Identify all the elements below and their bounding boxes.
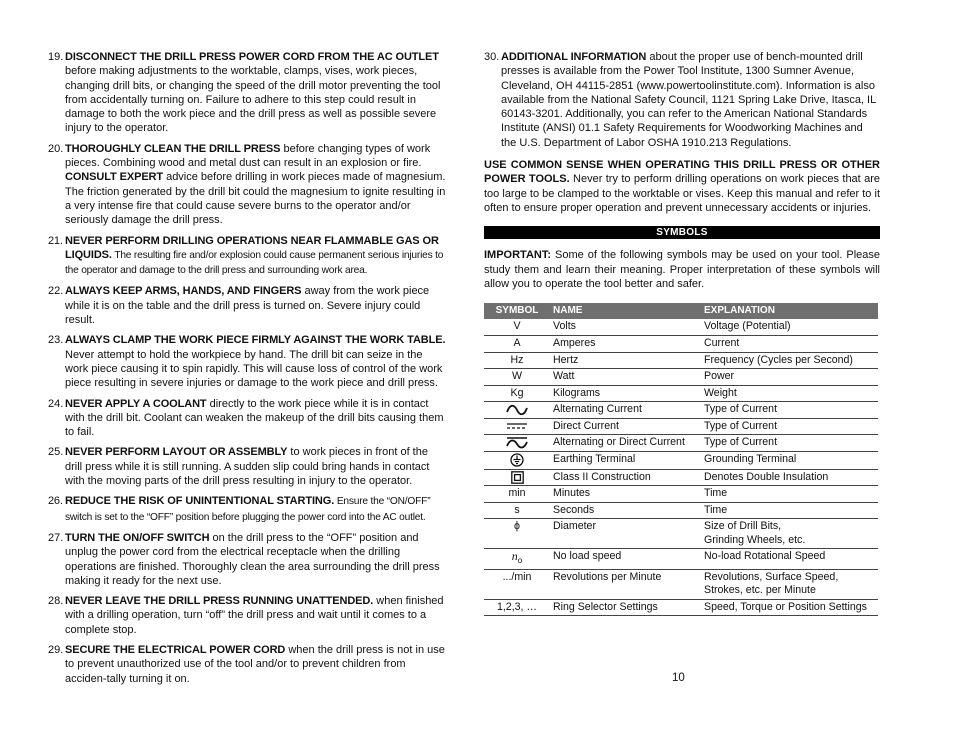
column-header-symbol: SYMBOL: [484, 303, 550, 319]
item-text: directly to the work piece while it is in contact with the drill bit. Coolant can weaken the makeup of the drill bits causing them to fail.: [65, 397, 444, 439]
safety-item-27: [48, 531, 448, 588]
name-cell: No load speed: [550, 549, 701, 570]
table-row: [484, 452, 878, 469]
explanation-cell: Type of Current: [701, 435, 878, 452]
explanation-cell: Type of Current: [701, 402, 878, 419]
table-row: [484, 569, 878, 599]
explanation-line: Grinding Wheels, etc.: [704, 533, 806, 546]
item-heading: NEVER PERFORM DRILLING OPERATIONS NEAR FLAMMABLE GAS OR LIQUIDS.: [65, 234, 439, 261]
item-number: 27.: [48, 531, 64, 544]
item-number: 20.: [48, 142, 64, 155]
table-row: [484, 519, 878, 549]
table-row: [484, 549, 878, 570]
safety-item-23: [48, 333, 448, 390]
explanation-cell: Denotes Double Insulation: [701, 469, 878, 486]
explanation-cell: Current: [701, 336, 878, 353]
explanation-line: Strokes, etc. per Minute: [704, 584, 816, 597]
explanation-cell: Speed, Torque or Position Settings: [701, 599, 878, 616]
item-heading: ADDITIONAL INFORMATION: [501, 51, 647, 63]
item-text: advice before drilling in work pieces made of magnesium. The friction generated by the drill bit could the magnesium to ignite resulting in a very intense fire that could cause severe burns to the operator and/or seriously damage the drill press.: [65, 171, 446, 227]
explanation-cell: Frequency (Cycles per Second): [701, 352, 878, 369]
name-cell: Alternating or Direct Current: [550, 435, 701, 452]
table-row: [484, 385, 878, 402]
item-text: on the drill press to the “OFF” position and unplug the power cord from the electrical receptacle when the drilling operations are finished. Thoroughly clean the area surrounding the drill press making it ready for the next use.: [65, 531, 440, 587]
safety-item-20: [48, 142, 448, 228]
symbol-cell: W: [484, 369, 550, 386]
symbol-cell: A: [484, 336, 550, 353]
symbol-cell: [484, 469, 550, 486]
ac-dc-icon: [506, 436, 528, 449]
table-header-row: [484, 303, 878, 319]
table-row: [484, 402, 878, 419]
name-cell: Amperes: [550, 336, 701, 353]
name-cell: Direct Current: [550, 418, 701, 435]
symbol-subscript: o: [517, 556, 523, 566]
item-heading: REDUCE THE RISK OF UNINTENTIONAL STARTING.: [65, 495, 335, 508]
item-number: 19.: [48, 51, 64, 63]
item-number: 22.: [48, 285, 64, 298]
explanation-cell: Voltage (Potential): [701, 319, 878, 336]
item-text: to work pieces in front of the drill press while it is still running. A sudden slip could bring hands in contact with the moving parts of the drill press resulting in injury to the operator.: [65, 446, 430, 488]
table-row: [484, 336, 878, 353]
paragraph-heading: USE COMMON SENSE WHEN OPERATING THIS DRILL PRESS OR OTHER POWER TOOLS.: [484, 159, 880, 186]
paragraph-text: Some of the following symbols may be used on your tool. Please study them and learn their meaning. Proper interpretation of these symbols will allow you to operate the tool better and safer.: [484, 249, 880, 290]
item-text: when the drill press is not in use to prevent unauthorized use of the tool and/or to prevent children from acciden-tally turning it on.: [65, 643, 445, 685]
item-text: before making adjustments to the worktable, clamps, vises, work pieces, changing drill bits, or changing the speed of the drill motor preventing the tool from accidentally turning on. Failure to adhere to this step could result in damage to both the work piece and the drill press as well as possible severe injury to the operator.: [65, 65, 441, 135]
symbol-cell: [484, 452, 550, 469]
item-text: before changing types of work pieces. Combining wood and metal dust can result in an explosion or fire.: [65, 142, 431, 170]
class-ii-construction-icon: [511, 471, 524, 484]
name-cell: Ring Selector Settings: [550, 599, 701, 616]
explanation-cell: No-load Rotational Speed: [701, 549, 878, 570]
item-heading: SECURE THE ELECTRICAL POWER CORD: [65, 643, 286, 656]
symbol-main: n: [511, 549, 518, 564]
item-text: when finished with a drilling operation, turn “off” the drill press and wait until it comes to a complete stop.: [65, 595, 444, 636]
symbol-cell: .../min: [484, 569, 550, 599]
item-heading: TURN THE ON/OFF SWITCH: [65, 531, 210, 544]
safety-item-28: [48, 594, 448, 637]
item-heading: ALWAYS KEEP ARMS, HANDS, AND FINGERS: [65, 285, 302, 298]
explanation-line: Size of Drill Bits,: [704, 520, 782, 533]
column-header-name: NAME: [550, 303, 701, 319]
earthing-terminal-icon: [510, 453, 524, 467]
safety-item-26: [48, 494, 448, 525]
item-heading: NEVER PERFORM LAYOUT OR ASSEMBLY: [65, 446, 288, 459]
table-row: [484, 486, 878, 503]
safety-item-21: [48, 234, 448, 279]
table-row: [484, 502, 878, 519]
symbol-cell: [484, 435, 550, 452]
item-heading-secondary: CONSULT EXPERT: [65, 171, 164, 184]
item-heading: ALWAYS CLAMP THE WORK PIECE FIRMLY AGAINST THE WORK TABLE.: [65, 334, 446, 347]
direct-current-icon: [506, 421, 528, 431]
name-cell: Earthing Terminal: [550, 452, 701, 469]
table-row: [484, 435, 878, 452]
table-row: [484, 599, 878, 616]
explanation-cell: Grounding Terminal: [701, 452, 878, 469]
explanation-cell: [701, 519, 878, 549]
item-number: 21.: [48, 234, 63, 247]
name-cell: Watt: [550, 369, 701, 386]
paragraph-heading: IMPORTANT:: [484, 249, 552, 262]
symbol-cell: ϕ: [484, 519, 550, 549]
table-row: [484, 469, 878, 486]
explanation-cell: Time: [701, 502, 878, 519]
explanation-cell: Weight: [701, 385, 878, 402]
explanation-cell: Power: [701, 369, 878, 386]
item-text: Ensure the “ON/OFF” switch is set to the “OFF” position before plugging the power cord into the AC outlet.: [65, 496, 431, 523]
item-number: 28.: [48, 595, 64, 608]
item-number: 26.: [48, 495, 63, 508]
item-text: away from the work piece while it is on the table and the drill press is turned on. Severe injury could result.: [65, 285, 430, 327]
symbol-cell: 1,2,3, …: [484, 599, 550, 616]
symbol-cell: s: [484, 502, 550, 519]
item-text: about the proper use of bench-mounted drill presses is available from the Power Tool Institute, 1300 Sumner Avenue, Cleveland, OH 44115-2851 (www.powertoolinstitute.com). Information is also available from the National Safety Council, 1121 Spring Lake Drive, Itasca, IL 60143-3201. Additionally, you can refer to the American National Standards Institute (ANSI) 01.1 Safety Requirements for Woodworking Machines and the U.S. Department of Labor OSHA 1910.213 Regulations.: [501, 51, 876, 149]
symbol-cell: [484, 402, 550, 419]
symbol-cell: [484, 549, 550, 570]
item-number: 30.: [484, 51, 500, 63]
page-number: 10: [672, 672, 685, 684]
item-number: 25.: [48, 446, 64, 459]
item-heading: NEVER APPLY A COOLANT: [65, 397, 207, 410]
safety-item-30: [484, 50, 880, 150]
important-paragraph: [484, 248, 880, 291]
name-cell: Diameter: [550, 519, 701, 549]
symbol-cell: V: [484, 319, 550, 336]
name-cell: Volts: [550, 319, 701, 336]
column-header-explanation: EXPLANATION: [701, 303, 878, 319]
explanation-line: Revolutions, Surface Speed,: [704, 570, 839, 583]
right-column: [484, 50, 880, 616]
safety-item-25: [48, 445, 448, 488]
name-cell: Hertz: [550, 352, 701, 369]
name-cell: Kilograms: [550, 385, 701, 402]
item-heading: THOROUGHLY CLEAN THE DRILL PRESS: [65, 142, 281, 155]
item-number: 24.: [48, 397, 64, 410]
table-row: [484, 352, 878, 369]
safety-item-29: [48, 643, 448, 686]
item-text: Never attempt to hold the workpiece by hand. The drill bit can seize in the work piece causing it to spin rapidly. This will cause loss of control of the work piece resulting in severe injuries or damage to the work piece and drill press.: [65, 348, 443, 390]
safety-item-22: [48, 284, 448, 327]
name-cell: Alternating Current: [550, 402, 701, 419]
table-row: [484, 319, 878, 336]
symbol-cell: [484, 418, 550, 435]
table-row: [484, 418, 878, 435]
item-number: 23.: [48, 334, 64, 347]
item-heading: DISCONNECT THE DRILL PRESS POWER CORD FROM THE AC OUTLET: [65, 51, 439, 63]
name-cell: Seconds: [550, 502, 701, 519]
name-cell: Minutes: [550, 486, 701, 503]
safety-item-19: [48, 50, 448, 136]
symbol-cell: min: [484, 486, 550, 503]
safety-item-24: [48, 397, 448, 440]
symbols-table: [484, 303, 878, 616]
paragraph-text: Never try to perform drilling operations on work pieces that are too large to be clamped to the worktable or vises. Keep this manual and refer to it often to ensure proper operation and prevent unnecessary accidents or injuries.: [484, 173, 880, 214]
name-cell: Class II Construction: [550, 469, 701, 486]
item-text: The resulting fire and/or explosion could cause permanent serious injuries to the operator and damage to the drill press and surrounding work area.: [65, 249, 444, 277]
explanation-cell: Time: [701, 486, 878, 503]
name-cell: Revolutions per Minute: [550, 569, 701, 599]
common-sense-paragraph: [484, 158, 880, 215]
item-number: 29.: [48, 643, 64, 656]
table-row: [484, 369, 878, 386]
section-title-symbols: SYMBOLS: [484, 226, 880, 239]
left-column: [48, 50, 448, 692]
symbol-cell: Hz: [484, 352, 550, 369]
explanation-cell: [701, 569, 878, 599]
symbol-cell: Kg: [484, 385, 550, 402]
alternating-current-icon: [506, 404, 528, 416]
item-heading: NEVER LEAVE THE DRILL PRESS RUNNING UNATTENDED.: [65, 595, 374, 608]
explanation-cell: Type of Current: [701, 418, 878, 435]
